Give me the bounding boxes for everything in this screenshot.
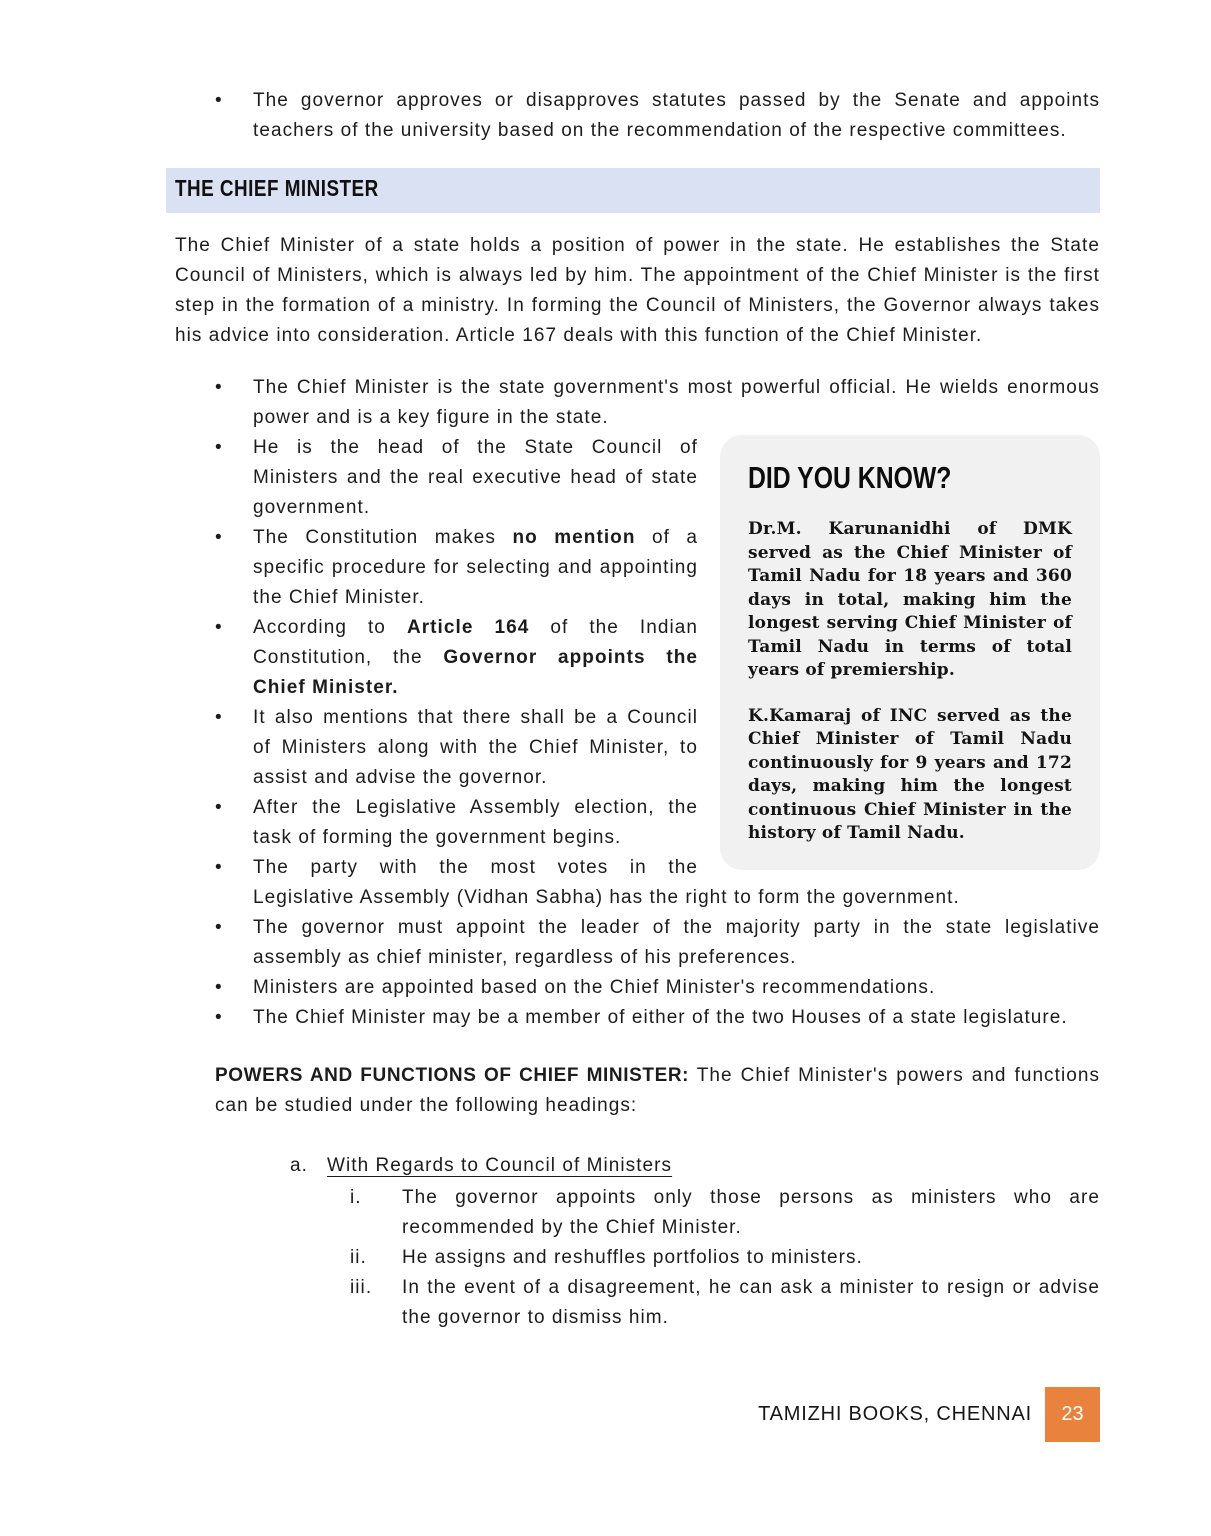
list-item bbox=[350, 1183, 1100, 1243]
page-footer bbox=[758, 1387, 1100, 1442]
bullet-item: • The Constitution makes no mention of a specific procedure for selecting and appointing the Chief Minister. bbox=[175, 523, 1100, 613]
page-content bbox=[175, 86, 1100, 1333]
powers-label: POWERS AND FUNCTIONS OF CHIEF MINISTER: bbox=[215, 1065, 690, 1086]
roman-numeral-list bbox=[350, 1183, 1100, 1333]
bullet-item: • Ministers are appointed based on the Chief Minister's recommendations. bbox=[175, 973, 1100, 1003]
outline-heading: With Regards to Council of Ministers bbox=[327, 1155, 673, 1176]
section-heading: THE CHIEF MINISTER bbox=[175, 175, 379, 201]
bullet-item: • He is the head of the State Council of Ministers and the real executive head of state government. bbox=[175, 433, 1100, 523]
bullet-item: • The governor must appoint the leader of the majority party in the state legislative assembly as chief minister, regardless of his preferences. bbox=[175, 913, 1100, 973]
list-item-text: He assigns and reshuffles portfolios to ministers. bbox=[402, 1247, 863, 1268]
bullet-item: • It also mentions that there shall be a Council of Ministers along with the Chief Minister, to assist and advise the governor. bbox=[175, 703, 1100, 793]
list-item bbox=[350, 1243, 1100, 1273]
outline-item-a bbox=[290, 1151, 1100, 1181]
powers-heading-paragraph bbox=[215, 1061, 1100, 1121]
list-item bbox=[350, 1273, 1100, 1333]
list-item-marker: ii. bbox=[350, 1247, 367, 1268]
chief-minister-bullet-list bbox=[175, 373, 1100, 1033]
bullet-item: • The governor approves or disapproves statutes passed by the Senate and appoints teachers of the university based on the recommendation of the respective committees. bbox=[175, 86, 1100, 146]
bullet-item: • According to Article 164 of the Indian Constitution, the Governor appoints the Chief Minister. bbox=[175, 613, 1100, 703]
powers-text: The Chief Minister's powers and functions can be studied under the following headings: bbox=[215, 1065, 1100, 1116]
did-you-know-title: DID YOU KNOW? bbox=[748, 460, 952, 495]
section-heading-bar bbox=[166, 168, 1100, 213]
did-you-know-fact: K.Kamaraj of INC served as the Chief Minister of Tamil Nadu continuously for 9 years and 172 days, making him the longest continuous Chief Minister in the history of Tamil Nadu. bbox=[748, 705, 1072, 843]
did-you-know-fact: Dr.M. Karunanidhi of DMK served as the Chief Minister of Tamil Nadu for 18 years and 360 days in total, making him the longest serving Chief Minister of Tamil Nadu in terms of total years of premiership. bbox=[748, 519, 1072, 680]
list-item-marker: iii. bbox=[350, 1277, 373, 1298]
bullet-item: • The party with the most votes in the Legislative Assembly (Vidhan Sabha) has the right to form the government. bbox=[175, 853, 1100, 913]
intro-paragraph: The Chief Minister of a state holds a position of power in the state. He establishes the State Council of Ministers, which is always led by him. The appointment of the Chief Minister is the first step in the formation of a ministry. In forming the Council of Ministers, the Governor always takes his advice into consideration. Article 167 deals with this function of the Chief Minister. bbox=[175, 235, 1100, 346]
bullet-item: • The Chief Minister may be a member of either of the two Houses of a state legislature. bbox=[175, 1003, 1100, 1033]
page-number-badge: 23 bbox=[1045, 1387, 1100, 1442]
list-item-marker: i. bbox=[350, 1187, 362, 1208]
list-item-text: The governor appoints only those persons as ministers who are recommended by the Chief Minister. bbox=[402, 1187, 1100, 1238]
bullet-item: • The Chief Minister is the state government's most powerful official. He wields enormous power and is a key figure in the state. bbox=[175, 373, 1100, 433]
bullet-item: • After the Legislative Assembly election, the task of forming the government begins. bbox=[175, 793, 1100, 853]
list-item-text: In the event of a disagreement, he can ask a minister to resign or advise the governor to dismiss him. bbox=[402, 1277, 1100, 1328]
publisher-name: TAMIZHI BOOKS, CHENNAI bbox=[758, 1403, 1032, 1425]
outline-marker: a. bbox=[290, 1155, 308, 1176]
